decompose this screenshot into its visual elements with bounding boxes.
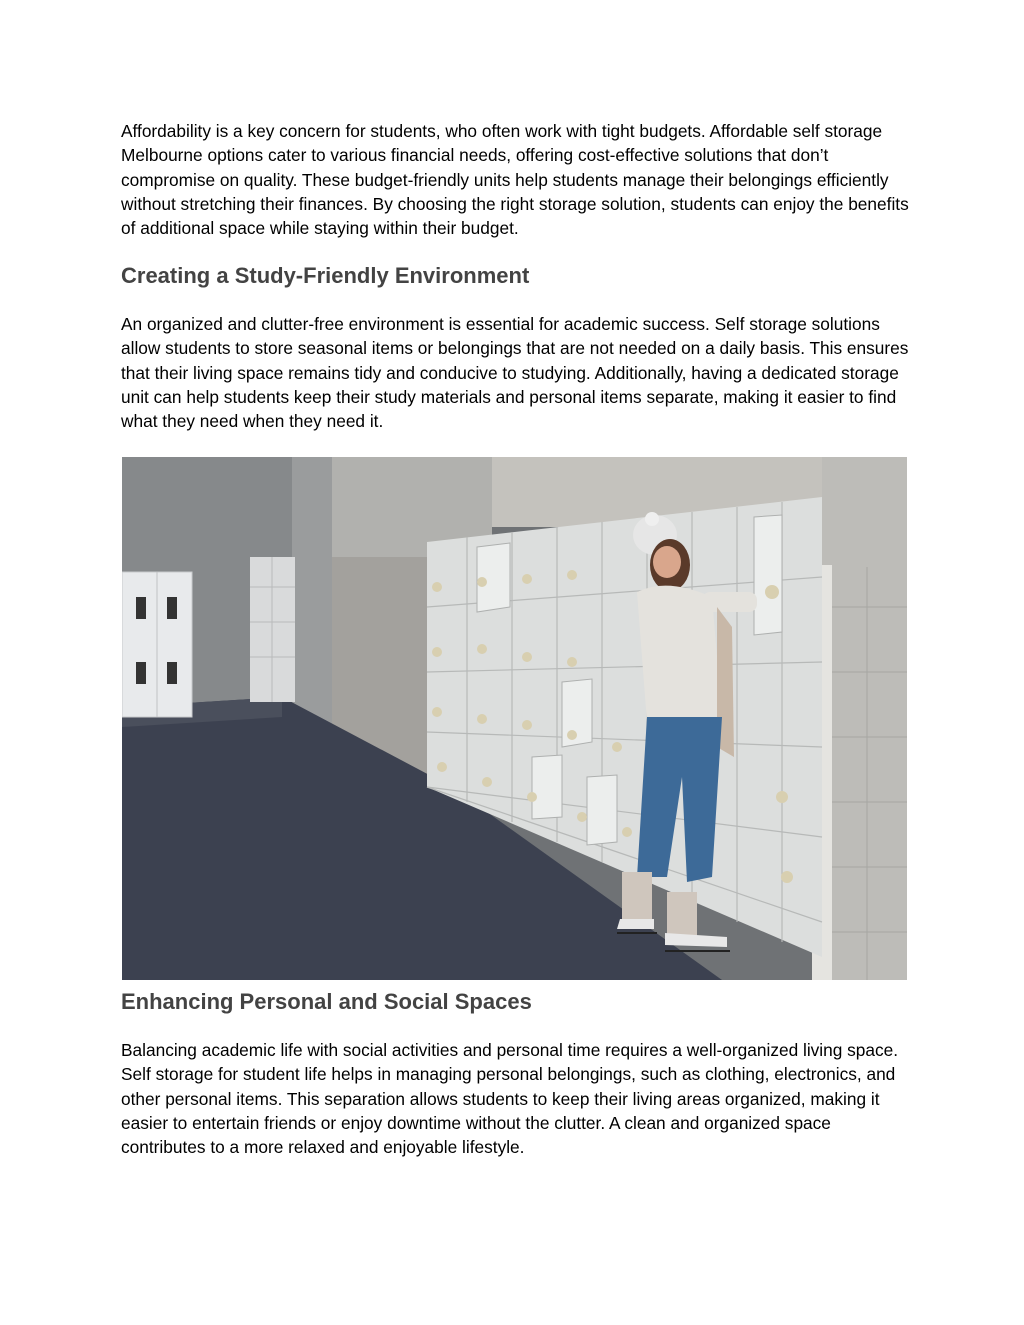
- heading-personal-social: Enhancing Personal and Social Spaces: [121, 989, 532, 1014]
- heading-study-friendly: Creating a Study-Friendly Environment: [121, 263, 530, 288]
- locker-room-illustration: [122, 457, 907, 980]
- locker-room-photo: [122, 457, 907, 980]
- paragraph-personal-spaces: Balancing academic life with social activities and personal time requires a well-organized living space. Self storage for student life helps in managing personal belongings, such as clothing, electronics, and other personal items. This separation allows students to keep their living areas organized, making it easier to entertain friends or enjoy downtime without the clutter. A clean and organized space contributes to a more relaxed and enjoyable lifestyle.: [121, 1040, 899, 1158]
- paragraph-study-environment: An organized and clutter-free environment is essential for academic success. Self storage solutions allow students to store seasonal items or belongings that are not needed on a daily basis. This ensures that their living space remains tidy and conducive to studying. Additionally, having a dedicated storage unit can help students keep their study materials and personal items separate, making it easier to find what they need when they need it.: [121, 314, 909, 432]
- paragraph-affordability: Affordability is a key concern for students, who often work with tight budgets. Affordable self storage Melbourne options cater to various financial needs, offering cost-effective solutions that don’t compromise on quality. These budget-friendly units help students manage their belongings efficiently without stretching their finances. By choosing the right storage solution, students can enjoy the benefits of additional space while staying within their budget.: [121, 121, 909, 239]
